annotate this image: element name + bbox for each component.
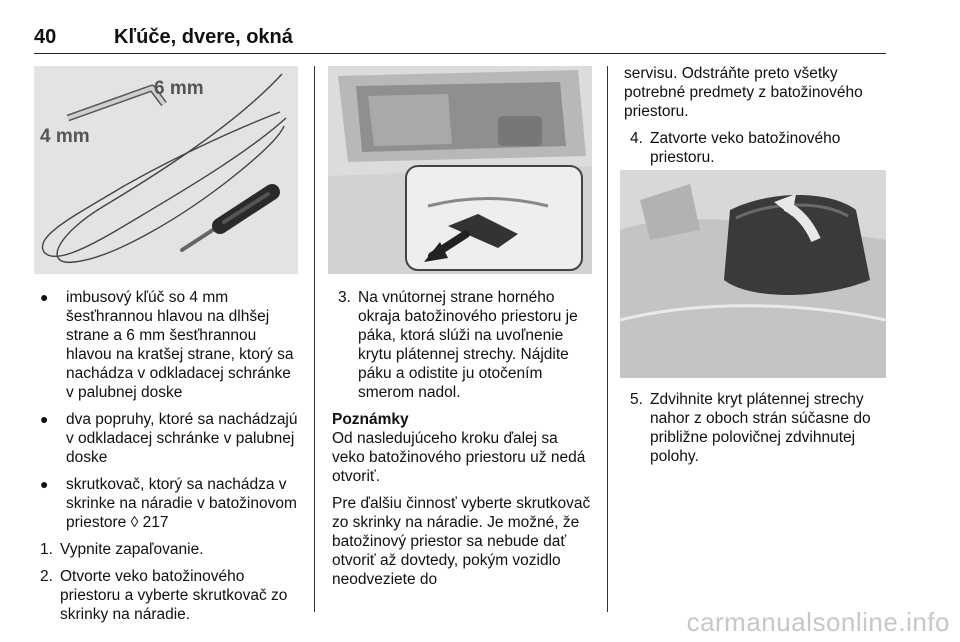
page-title: Kľúče, dvere, okná bbox=[114, 26, 293, 48]
list-item: ● imbusový kľúč so 4 mm šesťhrannou hlavou na dlhšej strane a 6 mm šesťhrannou hlavou na kratšej strane, ktorý sa nachádza v odkladacej schránke v palubnej doske bbox=[40, 289, 294, 401]
step-item: 1. Vypnite zapaľovanie. bbox=[40, 541, 204, 558]
column-2 bbox=[332, 288, 594, 597]
list-item: ● dva popruhy, ktoré sa nachádzajú v odkladacej schránke v palubnej doske bbox=[40, 411, 298, 466]
column-1 bbox=[34, 288, 302, 632]
continuation-paragraph: servisu. Odstráňte preto všetky potrebné predmety z batožinového priestoru. bbox=[624, 65, 863, 120]
label-6mm: 6 mm bbox=[154, 78, 204, 99]
watermark: carmanualsonline.info bbox=[686, 607, 950, 637]
note-paragraph: Od nasledujúceho kroku ďalej sa veko batožinového priestoru už nedá otvoriť. bbox=[332, 430, 586, 485]
step-item: 4. Zatvorte veko batožinového priestoru. bbox=[630, 130, 841, 166]
column-3-lower bbox=[624, 390, 886, 474]
tools-illustration bbox=[34, 66, 298, 274]
step-item: 2. Otvorte veko batožinového priestoru a vyberte skrutkovač zo skrinky na náradie. bbox=[40, 568, 288, 623]
page-number: 40 bbox=[34, 26, 57, 48]
label-4mm: 4 mm bbox=[40, 126, 90, 147]
roof-cover-illustration bbox=[620, 170, 886, 378]
step-item: 3. Na vnútornej strane horného okraja batožinového priestoru je páka, ktorá slúži na uvoľnenie krytu plátennej strechy. Nájdite páku a odistite ju otočením smerom nadol. bbox=[338, 289, 578, 401]
column-3 bbox=[624, 64, 886, 175]
step-item: 5. Zdvihnite kryt plátennej strechy nahor z oboch strán súčasne do približne polovičnej zdvihnutej polohy. bbox=[630, 391, 871, 465]
bullet-icon: ● bbox=[40, 289, 49, 305]
list-item: ● skrutkovač, ktorý sa nachádza v skrinke na náradie v batožinovom priestore ◊ 217 bbox=[40, 476, 297, 531]
column-divider-1 bbox=[314, 66, 315, 612]
note-paragraph: Pre ďalšiu činnosť vyberte skrutkovač zo skrinky na náradie. Je možné, že batožinový priestor sa nebude dať otvoriť až dovtedy, pokým vozidlo neodveziete do bbox=[332, 495, 591, 588]
column-divider-2 bbox=[607, 66, 608, 612]
note-heading: Poznámky bbox=[332, 411, 409, 428]
bullet-icon: ● bbox=[40, 476, 49, 492]
trunk-lever-illustration bbox=[328, 66, 592, 274]
bullet-icon: ● bbox=[40, 411, 49, 427]
page-header bbox=[34, 22, 886, 54]
